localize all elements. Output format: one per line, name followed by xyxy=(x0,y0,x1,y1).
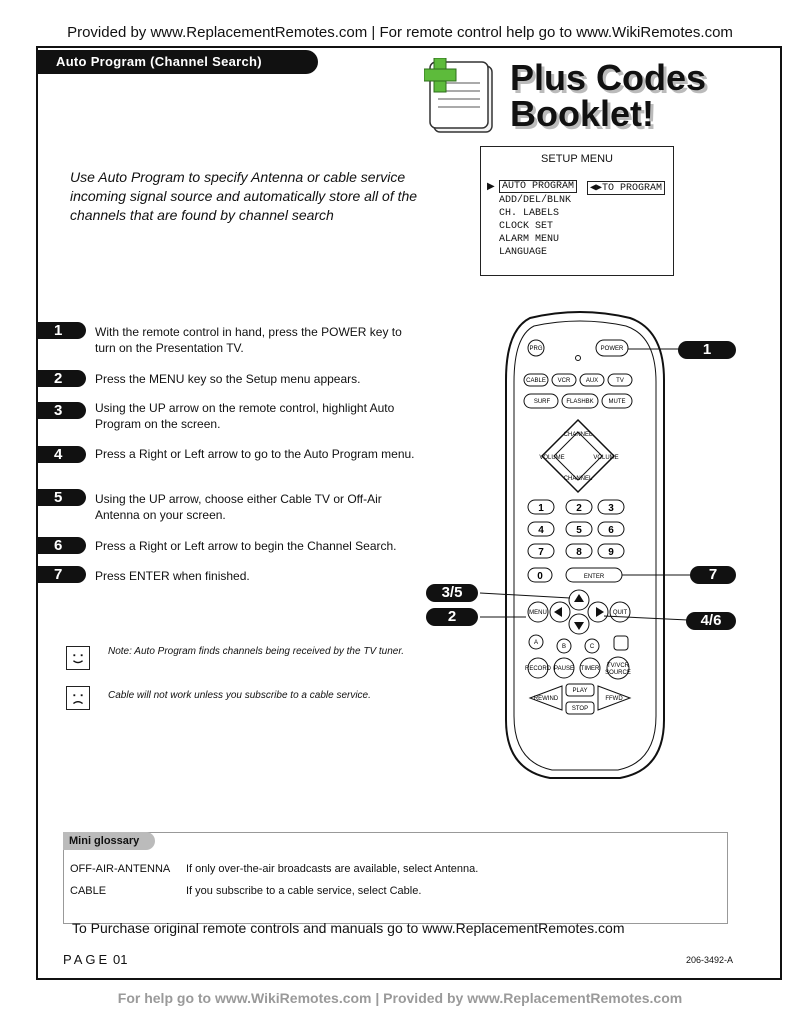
svg-text:TIMER: TIMER xyxy=(580,666,600,672)
step-number: 5 xyxy=(36,489,86,506)
glossary-box xyxy=(63,832,728,924)
setup-menu-item: LANGUAGE xyxy=(499,247,548,258)
svg-text:2: 2 xyxy=(576,503,582,514)
digit-7-button xyxy=(528,544,554,558)
svg-text:B: B xyxy=(561,644,567,650)
svg-text:PAUSE: PAUSE xyxy=(554,666,574,672)
svg-text:ENTER: ENTER xyxy=(583,574,605,580)
step-text: Press a Right or Left arrow to go to the Auto Program menu. xyxy=(95,447,415,461)
svg-text:QUIT: QUIT xyxy=(612,610,628,616)
page-label: PAGE xyxy=(63,952,111,967)
digit-5-button xyxy=(566,522,592,536)
setup-menu-title: SETUP MENU xyxy=(541,153,613,165)
glossary-term: CABLE xyxy=(70,885,107,897)
svg-text:MENU: MENU xyxy=(529,610,547,616)
quit-button xyxy=(610,602,630,622)
intro-text: Use Auto Program to specify Antenna or cable service incoming signal source and automatically store all of the channels that are found by channel search xyxy=(70,169,418,223)
setup-menu-item: ADD/DEL/BLNK xyxy=(499,195,572,206)
power-button xyxy=(596,340,628,356)
top-banner: Provided by www.ReplacementRemotes.com | For remote control help go to www.WikiRemotes.com xyxy=(67,24,733,41)
section-title: Auto Program (Channel Search) xyxy=(36,50,318,74)
svg-text:1: 1 xyxy=(538,503,544,514)
step-number: 7 xyxy=(36,566,86,583)
digit-0-button xyxy=(528,568,552,582)
channel-down-label: CHANNEL xyxy=(563,476,593,482)
svg-text:AUX: AUX xyxy=(585,378,599,384)
callout-right-arrow: 4/6 xyxy=(686,612,736,630)
svg-text:7: 7 xyxy=(538,547,544,558)
step-number: 1 xyxy=(36,322,86,339)
stop-button xyxy=(566,702,594,714)
svg-text:TV: TV xyxy=(616,378,624,384)
bottom-banner: For help go to www.WikiRemotes.com | Provided by www.ReplacementRemotes.com xyxy=(117,990,683,1006)
svg-text:C: C xyxy=(589,644,595,650)
svg-text:VCR: VCR xyxy=(557,378,571,384)
svg-text:A: A xyxy=(533,640,539,646)
plus-booklet-icon xyxy=(424,58,494,134)
glossary-term: OFF-AIR-ANTENNA xyxy=(70,863,171,875)
setup-menu-item: AUTO PROGRAM xyxy=(499,181,577,192)
glossary-definition: If you subscribe to a cable service, select Cable. xyxy=(186,885,422,897)
svg-text:POWER: POWER xyxy=(600,346,624,352)
svg-text:PRG: PRG xyxy=(529,346,543,352)
guide-icon xyxy=(614,636,628,650)
digit-4-button xyxy=(528,522,554,536)
logo-line-2: Booklet! xyxy=(510,93,654,134)
svg-text:3: 3 xyxy=(608,503,614,514)
volume-down-label: VOLUME xyxy=(539,455,565,461)
setup-menu-item: ALARM MENU xyxy=(499,234,560,245)
svg-text:0: 0 xyxy=(537,571,543,582)
callout-enter: 7 xyxy=(690,566,736,584)
svg-text:FLASHBK: FLASHBK xyxy=(566,399,594,405)
callout-menu: 2 xyxy=(426,608,478,626)
digit-9-button xyxy=(598,544,624,558)
svg-text:8: 8 xyxy=(576,547,582,558)
page-number: 01 xyxy=(113,952,128,967)
note-text: Note: Auto Program finds channels being received by the TV tuner. xyxy=(108,646,405,657)
callout-power: 1 xyxy=(678,341,736,359)
svg-text:RECORD: RECORD xyxy=(524,666,552,672)
svg-text:4: 4 xyxy=(538,525,544,536)
vcr-button xyxy=(552,374,576,386)
channel-up-label: CHANNEL xyxy=(563,432,593,438)
svg-text:REWIND: REWIND xyxy=(533,696,559,702)
step-number: 4 xyxy=(36,446,86,463)
cable-button xyxy=(524,374,548,386)
step-number: 6 xyxy=(36,537,86,554)
glossary-title: Mini glossary xyxy=(63,832,155,850)
digit-1-button xyxy=(528,500,554,514)
glossary-definition: If only over-the-air broadcasts are available, select Antenna. xyxy=(186,863,479,875)
setup-menu-item: CH. LABELS xyxy=(499,208,560,219)
pause-button xyxy=(554,658,574,678)
a-button xyxy=(529,635,543,649)
setup-menu-box xyxy=(480,146,674,276)
purchase-line: To Purchase original remote controls and manuals go to www.ReplacementRemotes.com xyxy=(72,920,625,936)
digit-8-button xyxy=(566,544,592,558)
svg-text:6: 6 xyxy=(608,525,614,536)
timer-button xyxy=(580,658,600,678)
svg-text:MUTE: MUTE xyxy=(608,399,626,405)
logo-text xyxy=(510,57,707,134)
svg-text:FFWD: FFWD xyxy=(605,696,623,702)
step-text: Using the UP arrow on the remote control, highlight Auto Program on the screen. xyxy=(95,401,395,431)
logo-line-1: Plus Codes xyxy=(510,57,707,98)
svg-text:5: 5 xyxy=(576,525,582,536)
step-text: With the remote control in hand, press the POWER key to turn on the Presentation TV. xyxy=(95,325,402,355)
smiley-face-icon xyxy=(66,646,90,670)
step-text: Press ENTER when finished. xyxy=(95,569,250,583)
svg-text:SURF: SURF xyxy=(533,399,551,405)
svg-text:9: 9 xyxy=(608,547,614,558)
tv-button xyxy=(608,374,632,386)
enter-button xyxy=(566,568,622,582)
menu-button xyxy=(528,602,548,622)
step-text: Using the UP arrow, choose either Cable TV or Off-Air Antenna on your screen. xyxy=(95,492,382,522)
svg-text:SOURCE: SOURCE xyxy=(605,670,631,676)
b-button xyxy=(557,639,571,653)
svg-text:TV/VCR: TV/VCR xyxy=(606,663,630,669)
play-button xyxy=(566,684,594,696)
note-text: Cable will not work unless you subscribe to a cable service. xyxy=(108,690,371,701)
svg-text:PLAY: PLAY xyxy=(572,688,588,694)
step-number: 2 xyxy=(36,370,86,387)
step-text: Press the MENU key so the Setup menu appears. xyxy=(95,372,361,386)
selection-pointer-icon: ▶ xyxy=(487,181,495,192)
digit-2-button xyxy=(566,500,592,514)
prg-button xyxy=(528,340,544,356)
document-number: 206-3492-A xyxy=(686,955,734,965)
setup-menu-option: ◀▶TO PROGRAM xyxy=(587,181,665,195)
c-button xyxy=(585,639,599,653)
surf-button xyxy=(524,394,558,408)
svg-text:CABLE: CABLE xyxy=(526,378,546,384)
setup-menu-item: CLOCK SET xyxy=(499,221,554,232)
callout-up-arrow: 3/5 xyxy=(426,584,478,602)
sad-face-icon xyxy=(66,686,90,710)
mute-button xyxy=(602,394,632,408)
digit-3-button xyxy=(598,500,624,514)
volume-up-label: VOLUME xyxy=(593,455,619,461)
digit-6-button xyxy=(598,522,624,536)
aux-button xyxy=(580,374,604,386)
svg-text:STOP: STOP xyxy=(571,706,589,712)
step-text: Press a Right or Left arrow to begin the Channel Search. xyxy=(95,539,397,553)
step-number: 3 xyxy=(36,402,86,419)
flashbk-button xyxy=(562,394,598,408)
